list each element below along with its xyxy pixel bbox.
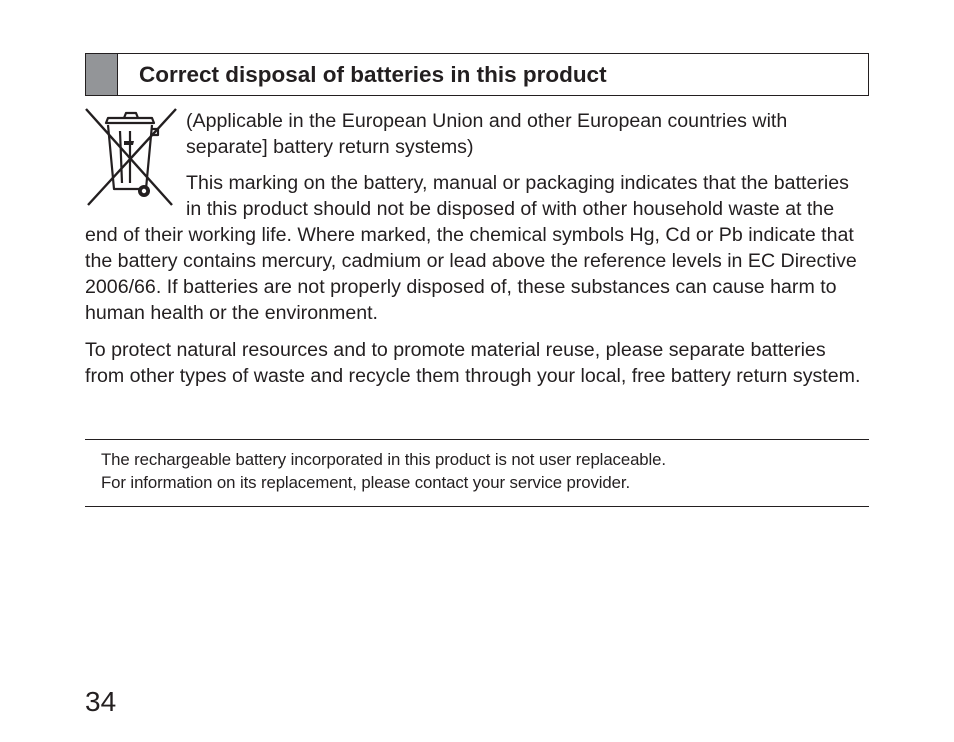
note-line-1: The rechargeable battery incorporated in this product is not user replaceable. [101,450,666,469]
applicability-paragraph: (Applicable in the European Union and other European countries with separate] battery return systems) [186,110,788,158]
section-header [85,53,869,96]
note-line-2: For information on its replacement, please contact your service provider. [101,473,631,492]
marking-paragraph: This marking on the battery, manual or packaging indicates that the batteries in this product should not be disposed of with other household waste at the end of their working life. Where marked, the chemical symbols Hg, Cd or Pb indicate that the battery contains mercury, cadmium or lead above the reference levels in EC Directive 2006/66. If batteries are not properly disposed of, these substances can cause harm to human health or the environment. [85,172,857,324]
note-box [85,439,869,507]
page-number: 34 [85,686,117,717]
header-tab-marker [86,54,118,95]
recycling-paragraph: To protect natural resources and to promote material reuse, please separate batteries from other types of waste and recycle them through your local, free battery return system. [85,339,861,387]
section-title: Correct disposal of batteries in this product [139,62,607,87]
body-text [85,108,865,389]
icon-spacer [85,108,186,212]
